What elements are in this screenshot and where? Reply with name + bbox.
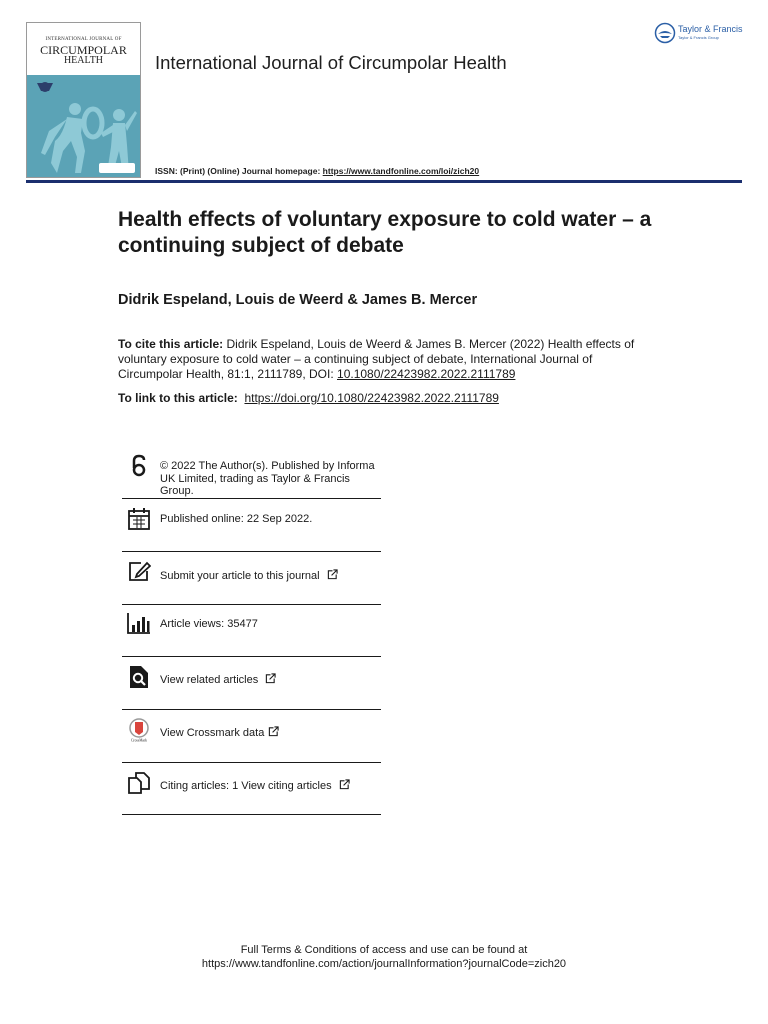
header-rule bbox=[26, 180, 742, 183]
citation-block bbox=[118, 337, 658, 382]
open-access-row bbox=[122, 450, 381, 499]
external-link-icon bbox=[265, 673, 276, 684]
crossmark-row[interactable] bbox=[122, 710, 381, 763]
calendar-icon bbox=[127, 507, 151, 531]
footer-line-2[interactable]: https://www.tandfonline.com/action/journalInformation?journalCode=zich20 bbox=[201, 958, 567, 970]
submit-link[interactable]: Submit your article to this journal bbox=[160, 570, 320, 582]
crossmark-link[interactable]: View Crossmark data bbox=[160, 727, 265, 739]
article-link-url[interactable]: https://doi.org/10.1080/22423982.2022.2111789 bbox=[244, 391, 499, 405]
cover-figures-illustration bbox=[27, 23, 140, 177]
related-link[interactable]: View related articles bbox=[160, 674, 259, 686]
crossmark-icon bbox=[127, 718, 151, 742]
submit-text[interactable] bbox=[160, 569, 382, 583]
external-link-icon bbox=[339, 779, 350, 790]
crossmark-label: CrossMark bbox=[131, 738, 147, 742]
cover-big-title-2: HEALTH bbox=[63, 55, 104, 66]
publisher-name: Taylor & Francis bbox=[678, 24, 743, 34]
terms-footer bbox=[0, 943, 768, 971]
citing-link[interactable]: Citing articles: 1 View citing articles bbox=[160, 780, 332, 792]
cover-small-title: INTERNATIONAL JOURNAL OF bbox=[45, 37, 122, 42]
article-title: Health effects of voluntary exposure to cold water – a continuing subject of debate bbox=[118, 208, 652, 257]
open-access-icon bbox=[127, 454, 151, 478]
edit-icon bbox=[127, 560, 151, 584]
related-text[interactable] bbox=[160, 673, 382, 687]
bar-chart-icon bbox=[127, 611, 151, 635]
related-row[interactable] bbox=[122, 657, 381, 710]
views-row bbox=[122, 605, 381, 657]
citation-doi-link[interactable]: 10.1080/22423982.2022.2111789 bbox=[337, 367, 516, 381]
cover-publisher-badge bbox=[99, 163, 135, 173]
journal-cover[interactable] bbox=[26, 22, 141, 178]
journal-title: International Journal of Circumpolar Health bbox=[155, 52, 507, 73]
related-articles-icon bbox=[127, 665, 151, 689]
cover-big-title: CIRCUMPOLAR bbox=[40, 43, 127, 57]
taylor-francis-logo-icon bbox=[654, 22, 676, 44]
issn-label: ISSN: (Print) (Online) Journal homepage: bbox=[155, 166, 321, 176]
article-authors: Didrik Espeland, Louis de Weerd & James B. Mercer bbox=[118, 292, 478, 308]
citation-label: To cite this article: bbox=[118, 337, 224, 351]
issn-line bbox=[155, 166, 479, 176]
published-row bbox=[122, 499, 381, 552]
citing-articles-icon bbox=[127, 771, 151, 795]
published-text: Published online: 22 Sep 2022. bbox=[160, 513, 313, 525]
open-access-text: © 2022 The Author(s). Published by Informa UK Limited, trading as Taylor & Francis Group. bbox=[160, 460, 375, 497]
citing-row[interactable] bbox=[122, 763, 381, 815]
footer-line-1: Full Terms & Conditions of access and use can be found at bbox=[240, 944, 528, 956]
external-link-icon bbox=[327, 569, 338, 580]
publisher-subline: Taylor & Francis Group bbox=[678, 35, 719, 40]
views-text: Article views: 35477 bbox=[160, 618, 258, 630]
article-link-line bbox=[118, 391, 499, 405]
crossmark-text[interactable] bbox=[160, 726, 382, 740]
article-link-label: To link to this article: bbox=[118, 391, 238, 405]
citing-text[interactable] bbox=[160, 779, 382, 793]
citation-text: Didrik Espeland, Louis de Weerd & James B. Mercer (2022) Health effects of voluntary exposure to cold water – a continuing subject of debate, International Journal of Circumpolar Health, 81:1, 2111789, DOI: bbox=[118, 337, 635, 381]
external-link-icon bbox=[268, 726, 279, 737]
submit-row[interactable] bbox=[122, 552, 381, 605]
journal-homepage-link[interactable]: https://www.tandfonline.com/loi/zich20 bbox=[322, 166, 480, 176]
publisher-logo[interactable] bbox=[654, 22, 743, 49]
